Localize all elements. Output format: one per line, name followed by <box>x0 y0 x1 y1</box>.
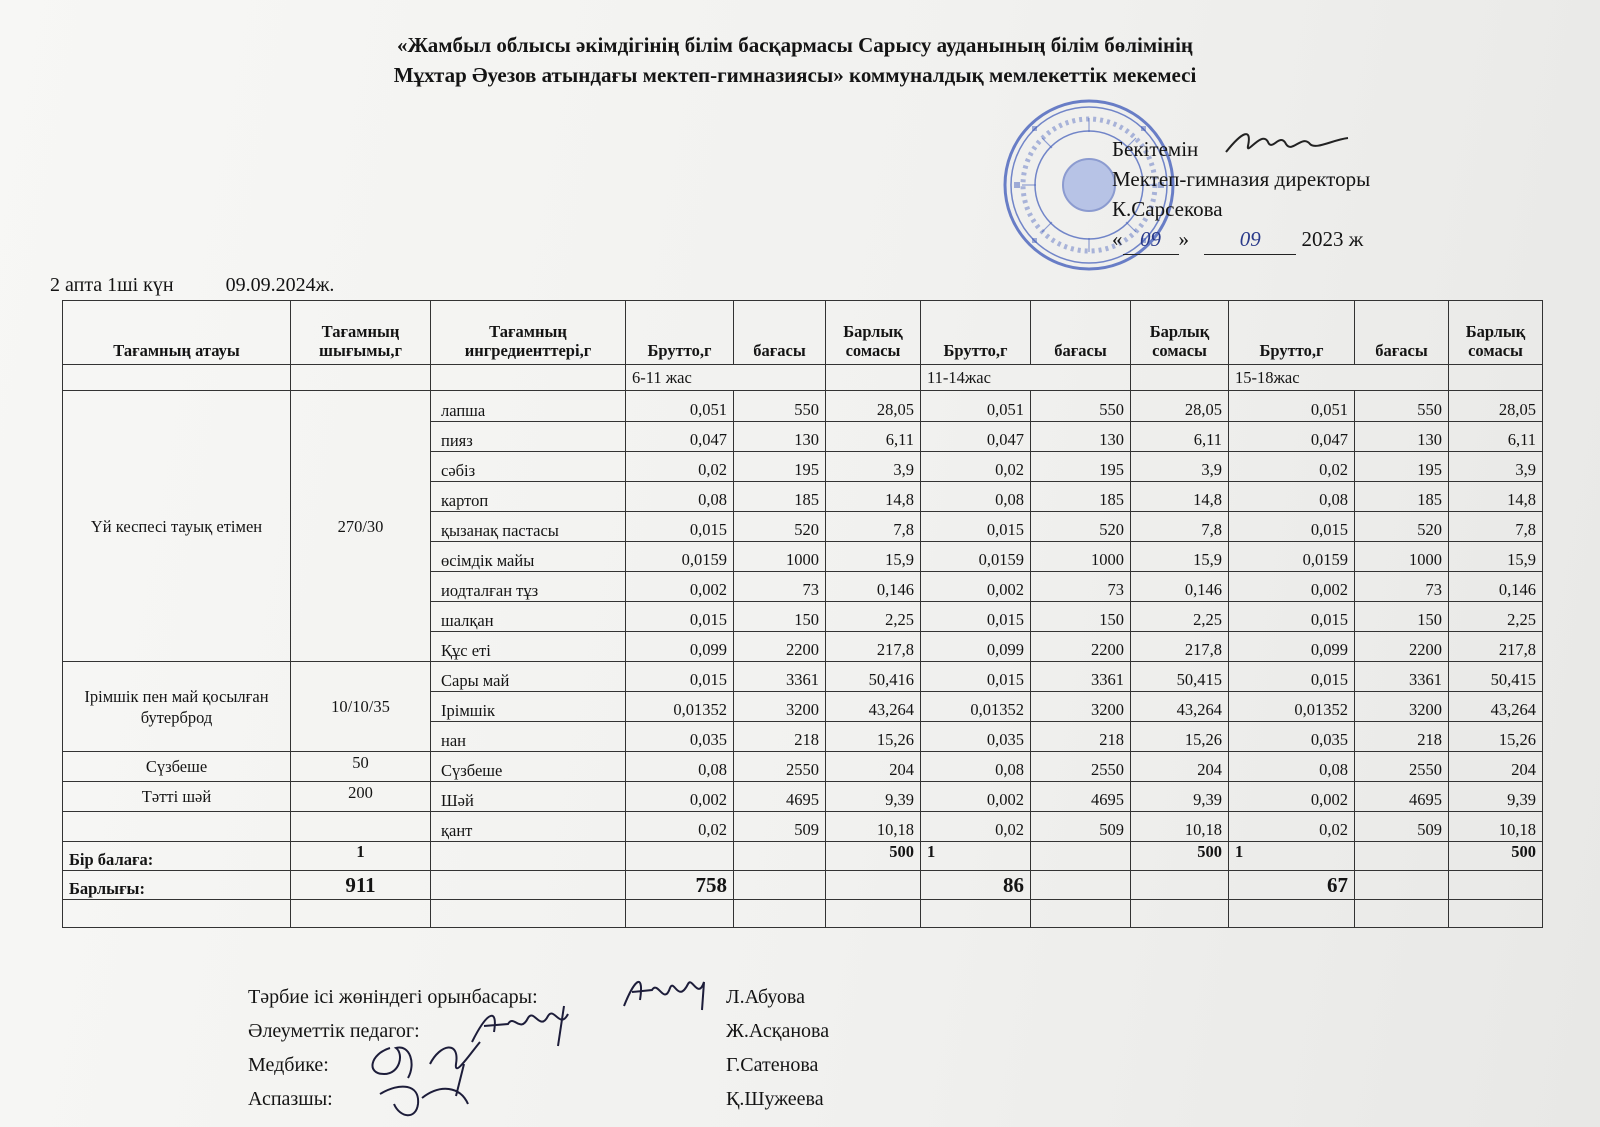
cell-total-15-18: 6,11 <box>1449 422 1543 452</box>
dish-name: Тәтті шәй <box>63 782 291 812</box>
cell-brutto-11-14: 0,0159 <box>921 542 1031 572</box>
cell-total-15-18: 3,9 <box>1449 452 1543 482</box>
cell-total-15-18: 0,146 <box>1449 572 1543 602</box>
per-child-total-3: 500 <box>1449 842 1543 871</box>
col-header-name: Тағамның атауы <box>63 301 291 365</box>
cell-total-6-11: 50,416 <box>826 662 921 692</box>
cell-price-11-14: 2200 <box>1031 632 1131 662</box>
ingredient-name: өсімдік майы <box>431 542 626 572</box>
totals-label: Барлығы: <box>63 871 291 900</box>
cell-price-11-14: 520 <box>1031 512 1131 542</box>
cell-total-15-18: 50,415 <box>1449 662 1543 692</box>
deputy-signature-icon <box>618 970 728 1014</box>
cell-brutto-11-14: 0,015 <box>921 602 1031 632</box>
cell-brutto-6-11: 0,099 <box>626 632 734 662</box>
ingredient-name: шалқан <box>431 602 626 632</box>
cell-brutto-15-18: 0,051 <box>1229 391 1355 422</box>
cell-total-11-14: 3,9 <box>1131 452 1229 482</box>
cell-brutto-15-18: 0,099 <box>1229 632 1355 662</box>
dish-output: 200 <box>291 782 431 812</box>
cell-price-6-11: 520 <box>734 512 826 542</box>
cell-price-15-18: 1000 <box>1355 542 1449 572</box>
cell-brutto-6-11: 0,015 <box>626 602 734 632</box>
ingredient-row <box>63 662 1543 692</box>
signer-name: Ж.Асқанова <box>726 1020 830 1042</box>
signer-role: Әлеуметтік педагог: <box>248 1020 420 1042</box>
cell-brutto-11-14: 0,02 <box>921 812 1031 842</box>
ingredient-name: қант <box>431 812 626 842</box>
cell-total-6-11: 28,05 <box>826 391 921 422</box>
per-child-brutto-3: 1 <box>1229 842 1355 871</box>
cell-price-11-14: 195 <box>1031 452 1131 482</box>
cell-price-11-14: 218 <box>1031 722 1131 752</box>
cell-price-11-14: 509 <box>1031 812 1131 842</box>
col-header-total-3: Барлық сомасы <box>1449 301 1543 365</box>
cell-total-11-14: 9,39 <box>1131 782 1229 812</box>
day-line <box>50 274 334 297</box>
cell-price-11-14: 130 <box>1031 422 1131 452</box>
cell-price-11-14: 4695 <box>1031 782 1131 812</box>
cell-total-15-18: 15,9 <box>1449 542 1543 572</box>
ingredient-name: Шәй <box>431 782 626 812</box>
director-signature-icon <box>1222 122 1352 162</box>
dish-name: Ірімшік пен май қосылған бутерброд <box>63 662 291 752</box>
cell-brutto-15-18: 0,015 <box>1229 662 1355 692</box>
ingredient-name: Сары май <box>431 662 626 692</box>
cell-total-6-11: 10,18 <box>826 812 921 842</box>
cell-brutto-6-11: 0,08 <box>626 482 734 512</box>
cell-brutto-11-14: 0,01352 <box>921 692 1031 722</box>
empty-row <box>63 900 1543 928</box>
col-header-brutto-1: Брутто,г <box>626 301 734 365</box>
cell-total-11-14: 14,8 <box>1131 482 1229 512</box>
cell-brutto-6-11: 0,08 <box>626 752 734 782</box>
cell-price-6-11: 73 <box>734 572 826 602</box>
ingredient-row <box>63 391 1543 422</box>
cell-brutto-6-11: 0,002 <box>626 782 734 812</box>
age-group-row <box>63 365 1543 391</box>
col-header-price-1: бағасы <box>734 301 826 365</box>
menu-table <box>62 300 1543 928</box>
cell-price-15-18: 2550 <box>1355 752 1449 782</box>
cell-price-15-18: 2200 <box>1355 632 1449 662</box>
cell-price-11-14: 550 <box>1031 391 1131 422</box>
cell-total-15-18: 204 <box>1449 752 1543 782</box>
cell-total-6-11: 7,8 <box>826 512 921 542</box>
cell-total-11-14: 217,8 <box>1131 632 1229 662</box>
cell-price-6-11: 2200 <box>734 632 826 662</box>
cell-total-6-11: 6,11 <box>826 422 921 452</box>
cell-total-15-18: 14,8 <box>1449 482 1543 512</box>
dish-name: Сүзбеше <box>63 752 291 782</box>
cell-price-15-18: 3361 <box>1355 662 1449 692</box>
cell-price-6-11: 3200 <box>734 692 826 722</box>
cell-brutto-15-18: 0,015 <box>1229 512 1355 542</box>
cell-brutto-11-14: 0,08 <box>921 752 1031 782</box>
signer-name: Л.Абуова <box>726 986 805 1008</box>
cell-price-11-14: 3200 <box>1031 692 1131 722</box>
cell-price-11-14: 3361 <box>1031 662 1131 692</box>
cell-price-6-11: 3361 <box>734 662 826 692</box>
col-header-output: Тағамның шығымы,г <box>291 301 431 365</box>
director-name: К.Сарсекова <box>1112 197 1223 221</box>
totals-output: 911 <box>291 871 431 900</box>
cell-brutto-15-18: 0,035 <box>1229 722 1355 752</box>
signer-role: Медбике: <box>248 1054 329 1076</box>
cell-price-11-14: 1000 <box>1031 542 1131 572</box>
approve-label: Бекітемін <box>1112 137 1199 161</box>
cell-price-6-11: 509 <box>734 812 826 842</box>
cell-brutto-6-11: 0,0159 <box>626 542 734 572</box>
dish-output <box>291 812 431 842</box>
cell-total-11-14: 204 <box>1131 752 1229 782</box>
ingredient-row <box>63 752 1543 782</box>
cell-total-15-18: 9,39 <box>1449 782 1543 812</box>
cell-brutto-11-14: 0,02 <box>921 452 1031 482</box>
cell-price-15-18: 509 <box>1355 812 1449 842</box>
ingredient-name: қызанақ пастасы <box>431 512 626 542</box>
cell-brutto-6-11: 0,002 <box>626 572 734 602</box>
cell-total-11-14: 43,264 <box>1131 692 1229 722</box>
cell-total-15-18: 15,26 <box>1449 722 1543 752</box>
ingredient-name: пияз <box>431 422 626 452</box>
signer-role: Тәрбие ісі жөніндегі орынбасары: <box>248 986 538 1008</box>
menu-body <box>63 391 1543 842</box>
cell-price-15-18: 3200 <box>1355 692 1449 722</box>
totals-group-1: 758 <box>626 871 734 900</box>
totals-row <box>63 871 1543 900</box>
cell-brutto-6-11: 0,015 <box>626 662 734 692</box>
cell-brutto-15-18: 0,002 <box>1229 782 1355 812</box>
cell-total-15-18: 7,8 <box>1449 512 1543 542</box>
document-header <box>0 30 1600 90</box>
cell-price-15-18: 130 <box>1355 422 1449 452</box>
cell-price-15-18: 185 <box>1355 482 1449 512</box>
cell-price-15-18: 195 <box>1355 452 1449 482</box>
cell-total-11-14: 50,415 <box>1131 662 1229 692</box>
cell-total-11-14: 10,18 <box>1131 812 1229 842</box>
cell-total-6-11: 0,146 <box>826 572 921 602</box>
cell-price-15-18: 520 <box>1355 512 1449 542</box>
cell-total-15-18: 10,18 <box>1449 812 1543 842</box>
cell-brutto-11-14: 0,035 <box>921 722 1031 752</box>
ingredient-name: сәбіз <box>431 452 626 482</box>
cell-price-11-14: 150 <box>1031 602 1131 632</box>
dish-output: 270/30 <box>291 391 431 662</box>
age-group-3: 15-18жас <box>1229 365 1449 391</box>
col-header-price-2: бағасы <box>1031 301 1131 365</box>
ingredient-name: Сүзбеше <box>431 752 626 782</box>
per-child-label: Бір балаға: <box>63 842 291 871</box>
ingredient-name: Құс еті <box>431 632 626 662</box>
approval-date: « 09 » 09 2023 ж <box>1112 224 1370 255</box>
cell-total-11-14: 2,25 <box>1131 602 1229 632</box>
cell-brutto-11-14: 0,002 <box>921 572 1031 602</box>
cell-price-15-18: 150 <box>1355 602 1449 632</box>
cell-price-6-11: 2550 <box>734 752 826 782</box>
cell-total-6-11: 14,8 <box>826 482 921 512</box>
cell-brutto-15-18: 0,002 <box>1229 572 1355 602</box>
cell-price-11-14: 2550 <box>1031 752 1131 782</box>
header-line-2: Мұхтар Әуезов атындағы мектеп-гимназиясы» коммуналдық мемлекеттік мекемесі <box>393 63 1197 87</box>
cell-total-11-14: 15,26 <box>1131 722 1229 752</box>
cell-brutto-15-18: 0,08 <box>1229 752 1355 782</box>
cell-brutto-6-11: 0,051 <box>626 391 734 422</box>
dish-name <box>63 812 291 842</box>
approval-day: 09 <box>1123 224 1179 255</box>
cell-total-15-18: 43,264 <box>1449 692 1543 722</box>
cell-total-15-18: 217,8 <box>1449 632 1543 662</box>
cell-brutto-15-18: 0,08 <box>1229 482 1355 512</box>
totals-group-3: 67 <box>1229 871 1355 900</box>
cell-price-6-11: 550 <box>734 391 826 422</box>
col-header-total-2: Барлық сомасы <box>1131 301 1229 365</box>
cell-price-6-11: 130 <box>734 422 826 452</box>
cell-brutto-15-18: 0,0159 <box>1229 542 1355 572</box>
cell-price-15-18: 4695 <box>1355 782 1449 812</box>
cell-total-6-11: 204 <box>826 752 921 782</box>
per-child-brutto-2: 1 <box>921 842 1031 871</box>
ingredient-row <box>63 812 1543 842</box>
cell-brutto-11-14: 0,015 <box>921 512 1031 542</box>
col-header-price-3: бағасы <box>1355 301 1449 365</box>
approval-month: 09 <box>1204 224 1296 255</box>
cell-brutto-6-11: 0,01352 <box>626 692 734 722</box>
signer-name: Қ.Шужеева <box>726 1088 824 1110</box>
day-label: 2 апта 1ші күн <box>50 274 174 296</box>
cell-brutto-11-14: 0,099 <box>921 632 1031 662</box>
cell-brutto-6-11: 0,02 <box>626 812 734 842</box>
col-header-ingredients: Тағамның ингредиенттері,г <box>431 301 626 365</box>
per-child-row <box>63 842 1543 871</box>
cell-price-11-14: 73 <box>1031 572 1131 602</box>
cell-brutto-15-18: 0,02 <box>1229 452 1355 482</box>
cell-total-15-18: 2,25 <box>1449 602 1543 632</box>
cell-total-11-14: 6,11 <box>1131 422 1229 452</box>
cell-brutto-11-14: 0,051 <box>921 391 1031 422</box>
signer-role: Аспазшы: <box>248 1088 333 1110</box>
day-date: 09.09.2024ж. <box>225 274 335 296</box>
cell-total-6-11: 15,26 <box>826 722 921 752</box>
cell-price-15-18: 550 <box>1355 391 1449 422</box>
signer-name: Г.Сатенова <box>726 1054 819 1076</box>
cell-brutto-15-18: 0,01352 <box>1229 692 1355 722</box>
approval-block <box>1112 134 1370 255</box>
cell-brutto-11-14: 0,08 <box>921 482 1031 512</box>
cell-brutto-15-18: 0,015 <box>1229 602 1355 632</box>
cell-price-15-18: 73 <box>1355 572 1449 602</box>
cell-brutto-11-14: 0,047 <box>921 422 1031 452</box>
cell-total-6-11: 43,264 <box>826 692 921 722</box>
per-child-output: 1 <box>291 842 431 871</box>
ingredient-row <box>63 782 1543 812</box>
cell-brutto-6-11: 0,035 <box>626 722 734 752</box>
per-child-total-2: 500 <box>1131 842 1229 871</box>
cell-brutto-6-11: 0,047 <box>626 422 734 452</box>
cell-total-6-11: 15,9 <box>826 542 921 572</box>
header-row <box>63 301 1543 365</box>
age-group-2: 11-14жас <box>921 365 1131 391</box>
ingredient-name: нан <box>431 722 626 752</box>
cell-total-15-18: 28,05 <box>1449 391 1543 422</box>
cell-price-6-11: 185 <box>734 482 826 512</box>
cell-brutto-15-18: 0,047 <box>1229 422 1355 452</box>
cell-brutto-15-18: 0,02 <box>1229 812 1355 842</box>
age-group-1: 6-11 жас <box>626 365 826 391</box>
dish-output: 10/10/35 <box>291 662 431 752</box>
cell-total-6-11: 3,9 <box>826 452 921 482</box>
col-header-brutto-2: Брутто,г <box>921 301 1031 365</box>
nurse-cook-signature-icon <box>360 1034 510 1124</box>
ingredient-name: лапша <box>431 391 626 422</box>
cell-total-11-14: 0,146 <box>1131 572 1229 602</box>
col-header-total-1: Барлық сомасы <box>826 301 921 365</box>
approval-year: 2023 ж <box>1301 227 1364 251</box>
cell-brutto-6-11: 0,015 <box>626 512 734 542</box>
cell-brutto-11-14: 0,015 <box>921 662 1031 692</box>
cell-price-6-11: 218 <box>734 722 826 752</box>
cell-total-6-11: 9,39 <box>826 782 921 812</box>
ingredient-name: иодталған тұз <box>431 572 626 602</box>
ingredient-name: Ірімшік <box>431 692 626 722</box>
cell-price-6-11: 195 <box>734 452 826 482</box>
cell-price-6-11: 1000 <box>734 542 826 572</box>
cell-total-11-14: 7,8 <box>1131 512 1229 542</box>
cell-price-6-11: 150 <box>734 602 826 632</box>
header-line-1: «Жамбыл облысы әкімдігінің білім басқармасы Сарысу ауданының білім бөлімінің <box>396 33 1194 57</box>
cell-brutto-11-14: 0,002 <box>921 782 1031 812</box>
cell-total-6-11: 2,25 <box>826 602 921 632</box>
cell-brutto-6-11: 0,02 <box>626 452 734 482</box>
ingredient-name: картоп <box>431 482 626 512</box>
cell-total-11-14: 15,9 <box>1131 542 1229 572</box>
cell-price-15-18: 218 <box>1355 722 1449 752</box>
cell-total-6-11: 217,8 <box>826 632 921 662</box>
totals-group-2: 86 <box>921 871 1031 900</box>
cell-price-6-11: 4695 <box>734 782 826 812</box>
dish-output: 50 <box>291 752 431 782</box>
per-child-total-1: 500 <box>826 842 921 871</box>
director-position: Мектеп-гимназия директоры <box>1112 167 1371 191</box>
dish-name: Үй кеспесі тауық етімен <box>63 391 291 662</box>
cell-total-11-14: 28,05 <box>1131 391 1229 422</box>
cell-price-11-14: 185 <box>1031 482 1131 512</box>
col-header-brutto-3: Брутто,г <box>1229 301 1355 365</box>
